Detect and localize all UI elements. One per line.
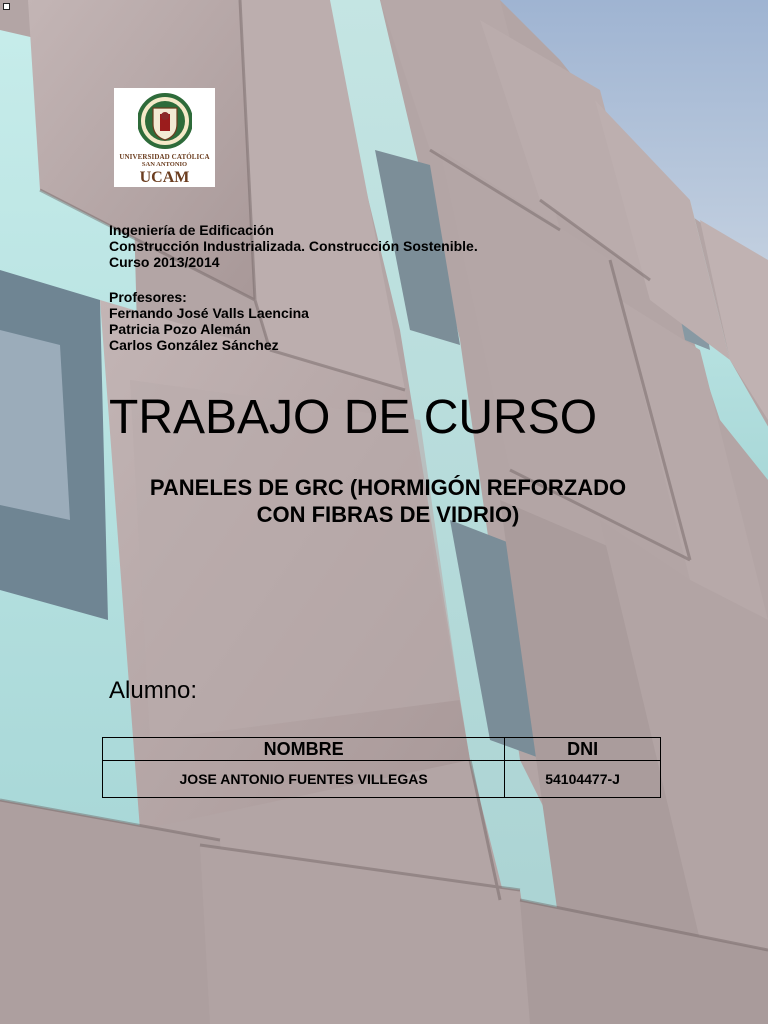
logo-university-name: UNIVERSIDAD CATÓLICA — [119, 153, 210, 161]
university-logo — [114, 88, 215, 187]
subtitle-line: PANELES DE GRC (HORMIGÓN REFORZADO — [149, 475, 627, 500]
course-info — [109, 222, 478, 270]
table-row — [103, 761, 661, 798]
document-title: TRABAJO DE CURSO — [109, 391, 598, 444]
professor-name: Fernando José Valls Laencina — [109, 305, 309, 321]
professor-name: Carlos González Sánchez — [109, 337, 279, 353]
academic-year: Curso 2013/2014 — [109, 254, 220, 270]
subject-name: Construcción Industrializada. Construcción Sostenible. — [109, 238, 478, 254]
corner-marker — [3, 3, 10, 10]
table-header-row — [103, 738, 661, 761]
professors-block — [109, 289, 309, 353]
document-subtitle — [100, 474, 676, 528]
logo-acronym: UCAM — [139, 169, 190, 186]
professor-name: Patricia Pozo Alemán — [109, 321, 251, 337]
logo-campus-name: SAN ANTONIO — [141, 161, 188, 168]
professors-heading: Profesores: — [109, 289, 187, 305]
student-label: Alumno: — [109, 677, 198, 704]
student-table — [102, 737, 661, 798]
column-header-dni: DNI — [505, 738, 661, 761]
student-name-cell: JOSE ANTONIO FUENTES VILLEGAS — [103, 761, 505, 798]
subtitle-line: CON FIBRAS DE VIDRIO) — [256, 502, 520, 527]
column-header-name: NOMBRE — [103, 738, 505, 761]
crest-icon — [138, 90, 192, 152]
student-dni-cell: 54104477-J — [505, 761, 661, 798]
degree-name: Ingeniería de Edificación — [109, 222, 274, 238]
